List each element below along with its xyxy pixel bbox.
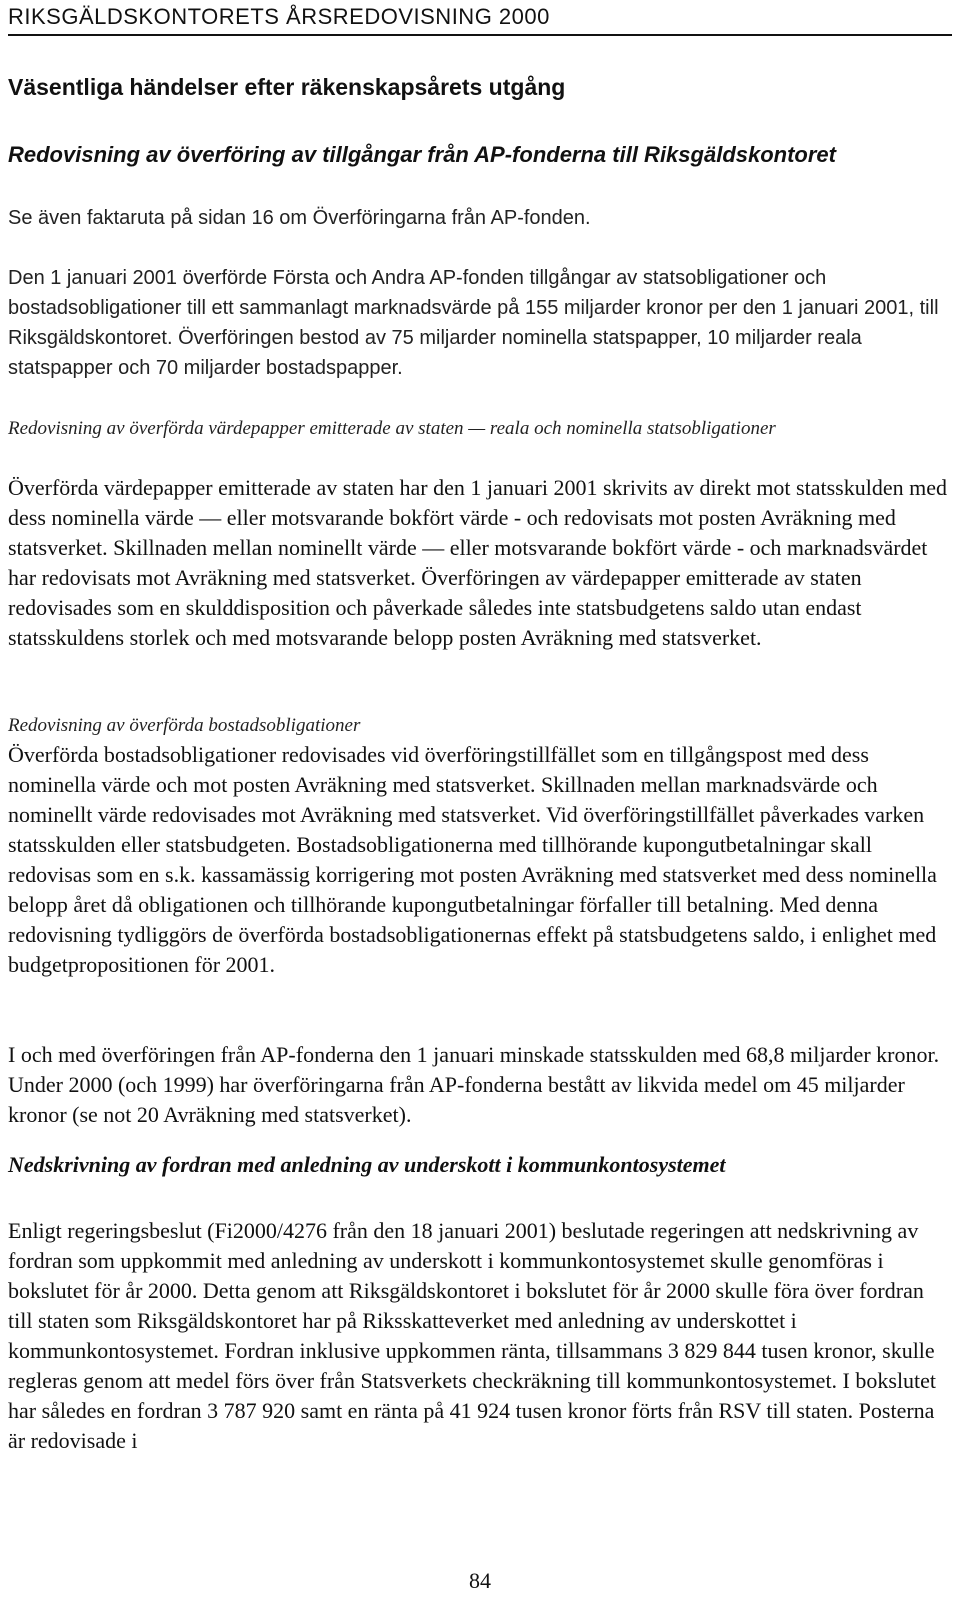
page-number: 84 [469, 1568, 491, 1593]
see-also-note: Se även faktaruta på sidan 16 om Överföringarna från AP-fonden. [8, 207, 591, 229]
header-rule [8, 34, 952, 36]
section-subtitle: Redovisning av överföring av tillgångar från AP-fonderna till Riksgäldskontoret [8, 142, 836, 167]
paragraph-state-securities: Överförda värdepapper emitterade av staten har den 1 januari 2001 skrivits av direkt mot statsskulden med dess nominella värde — eller motsvarande bokfört värde - och redovisats mot posten Avräkning med statsverket. Skillnaden mellan nominellt värde — eller motsvarande bokfört värde - och marknadsvärdet har redovisats mot Avräkning med statsverket. Överföringen av värdepapper emitterade av staten redovisades som en skulddisposition och påverkade således inte statsbudgetens saldo utan endast statsskuldens storlek och med motsvarande belopp posten Avräkning med statsverket. [8, 475, 947, 650]
paragraph-housing-bonds: Överförda bostadsobligationer redovisades vid överföringstillfället som en tillgångspost med dess nominella värde och mot posten Avräkning med statsverket. Skillnaden mellan marknadsvärde och nominellt värde redovisades mot Avräkning med statsverket. Vid överföringstillfället påverkades varken statsskulden eller statsbudgeten. Bostadsobligationerna med tillhörande kupongutbetalningar skall redovisas som en s.k. kassamässig korrigering mot posten Avräkning med statsverket med dess nominella belopp året då obligationen och tillhörande kupongutbetalningar förfaller till betalning. Med denna redovisning tydliggörs de överförda bostadsobligationernas effekt på statsbudgetens saldo, i enlighet med budgetpropositionen för 2001. [8, 742, 937, 977]
sub-heading-housing-bonds: Redovisning av överförda bostadsobligationer [8, 715, 361, 736]
intro-paragraph: Den 1 januari 2001 överförde Första och Andra AP-fonden tillgångar av statsobligationer och bostadsobligationer till ett sammanlagt marknadsvärde på 155 miljarder kronor per den 1 januari 2001, till Riksgäldskontoret. Överföringen bestod av 75 miljarder nominella statspapper, 10 miljarder reala statspapper och 70 miljarder bostadspapper. [8, 267, 939, 379]
section-heading-write-down: Nedskrivning av fordran med anledning av underskott i kommunkontosystemet [8, 1152, 726, 1177]
paragraph-debt-reduction: I och med överföringen från AP-fonderna den 1 januari minskade statsskulden med 68,8 miljarder kronor. Under 2000 (och 1999) har överföringarna från AP-fonderna bestått av likvida medel om 45 miljarder kronor (se not 20 Avräkning med statsverket). [8, 1042, 940, 1127]
paragraph-write-down: Enligt regeringsbeslut (Fi2000/4276 från den 18 januari 2001) beslutade regeringen att nedskrivning av fordran som uppkommit med anledning av underskott i kommunkontosystemet skulle genomföras i bokslutet för år 2000. Detta genom att Riksgäldskontoret i bokslutet för år 2000 skulle föra över fordran till staten som Riksgäldskontoret har på Riksskatteverket med anledning av underskottet i kommunkontosystemet. Fordran inklusive uppkommen ränta, tillsammans 3 829 844 tusen kronor, skulle regleras genom att medel förs över från Statsverkets checkräkning till kommunkontosystemet. I bokslutet har således en fordran 3 787 920 samt en ränta på 41 924 tusen kronor förts från RSV till staten. Posterna är redovisade i [8, 1218, 937, 1453]
running-header: RIKSGÄLDSKONTORETS ÅRSREDOVISNING 2000 [8, 4, 550, 29]
section-heading: Väsentliga händelser efter räkenskapsårets utgång [8, 74, 566, 100]
sub-heading-state-securities: Redovisning av överförda värdepapper emitterade av staten — reala och nominella statsobligationer [8, 418, 776, 439]
